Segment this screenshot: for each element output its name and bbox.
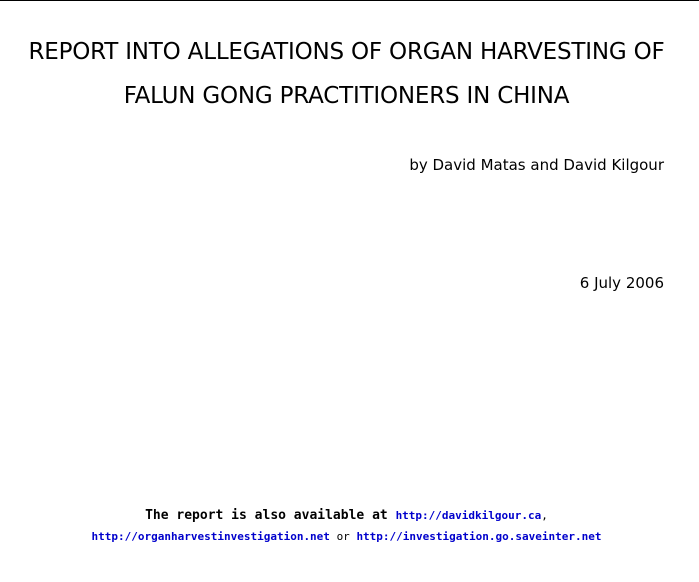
author-byline: by David Matas and David Kilgour <box>409 156 664 174</box>
report-title-line-2: FALUN GONG PRACTITIONERS IN CHINA <box>123 83 570 109</box>
top-border-rule <box>0 0 699 1</box>
link-davidkilgour[interactable]: http://davidkilgour.ca <box>395 509 542 522</box>
availability-line-1 <box>0 506 693 526</box>
report-date: 6 July 2006 <box>579 274 664 292</box>
link-organharvestinvestigation[interactable]: http://organharvestinvestigation.net <box>91 530 330 543</box>
link-separator-or: or <box>336 530 350 543</box>
report-title <box>0 30 693 118</box>
availability-notice <box>0 506 693 548</box>
link-investigation-saveinter[interactable]: http://investigation.go.saveinter.net <box>356 530 602 543</box>
availability-lead-text: The report is also available at <box>145 508 388 523</box>
availability-line-2 <box>0 526 693 548</box>
report-title-line-1: REPORT INTO ALLEGATIONS OF ORGAN HARVESTING OF <box>28 39 665 65</box>
link-separator-comma: , <box>541 509 548 522</box>
